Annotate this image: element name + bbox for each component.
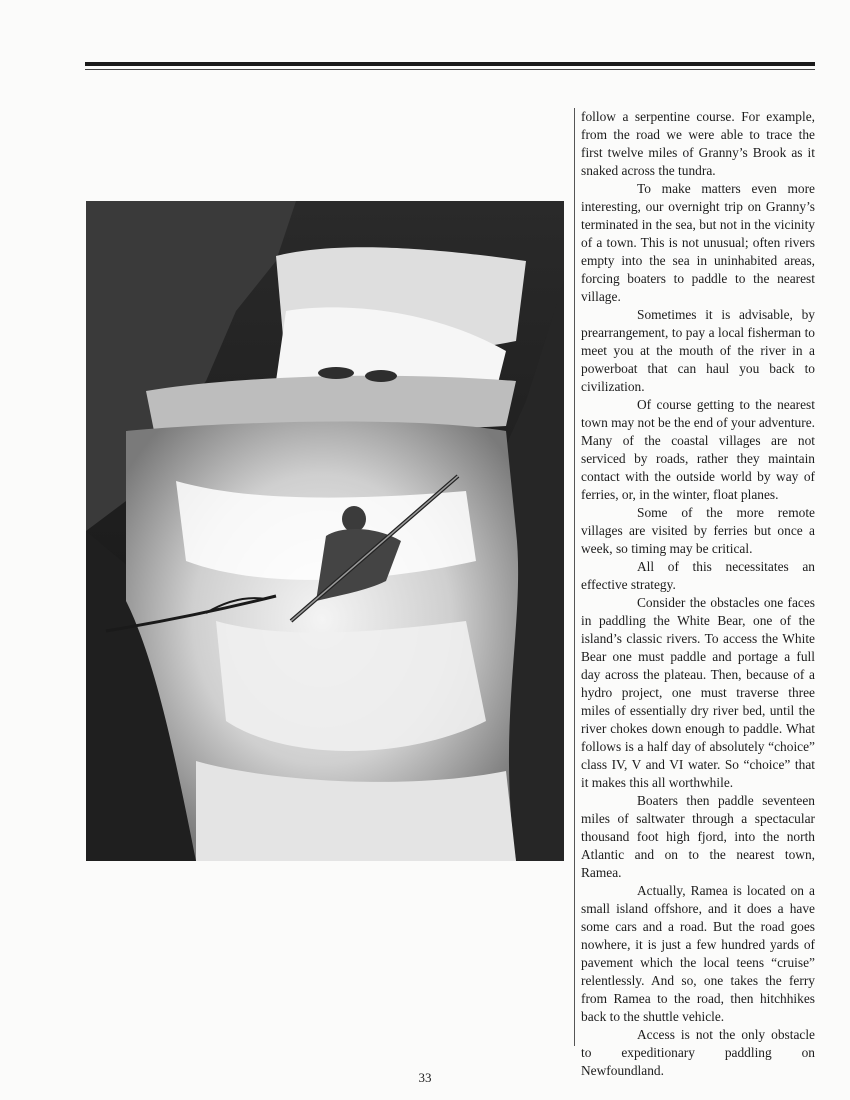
paragraph: All of this necessitates an effective strategy. [581,559,815,592]
paragraph: To make matters even more interesting, our overnight trip on Granny’s terminated in the sea, but not in the vicinity of a town. This is not unusual; often rivers empty into the sea in uninhabited areas, forcing boaters to paddle to the nearest village. [581,181,815,304]
paragraph: follow a serpentine course. For example, from the road we were able to trace the first twelve miles of Granny’s Brook as it snaked across the tundra. [581,109,815,178]
paragraph: Some of the more remote villages are visited by ferries but once a week, so timing may be critical. [581,505,815,556]
paragraph: Sometimes it is advisable, by prearrangement, to pay a local fisherman to meet you at the mouth of the river in a powerboat that can haul you back to civilization. [581,307,815,394]
paragraph: Of course getting to the nearest town may not be the end of your adventure. Many of the coastal villages are not serviced by roads, rather they maintain contact with the outside world by way of ferries, or, in the winter, float planes. [581,397,815,502]
header-rule-thin [85,69,815,70]
paragraph: Actually, Ramea is located on a small island offshore, and it does a have some cars and a road. But the road goes nowhere, it is just a few hundred yards of pavement which the local teens “cruise” relentlessly. And so, one takes the ferry from Ramea to the road, then hitchhikes back to the shuttle vehicle. [581,883,815,1024]
photo-illustration [86,201,564,861]
paragraph: Consider the obstacles one faces in paddling the White Bear, one of the island’s classic rivers. To access the White Bear one must paddle and portage a full day across the plateau. Then, because of a hydro project, one must traverse three miles of essentially dry river bed, until the river chokes down enough to paddle. What follows is a half day of absolutely “choice” class IV, V and VI water. So “choice” that it makes this all worthwhile. [581,595,815,790]
paragraph: Access is not the only obstacle to expeditionary paddling on Newfoundland. [581,1027,815,1078]
kayak-waterfall-photo [86,201,564,861]
text-column [574,108,815,1078]
header-rule-thick [85,62,815,66]
page-number: 33 [418,1070,432,1085]
paragraph: Boaters then paddle seventeen miles of saltwater through a spectacular thousand foot high fjord, into the north Atlantic and on to the nearest town, Ramea. [581,793,815,880]
